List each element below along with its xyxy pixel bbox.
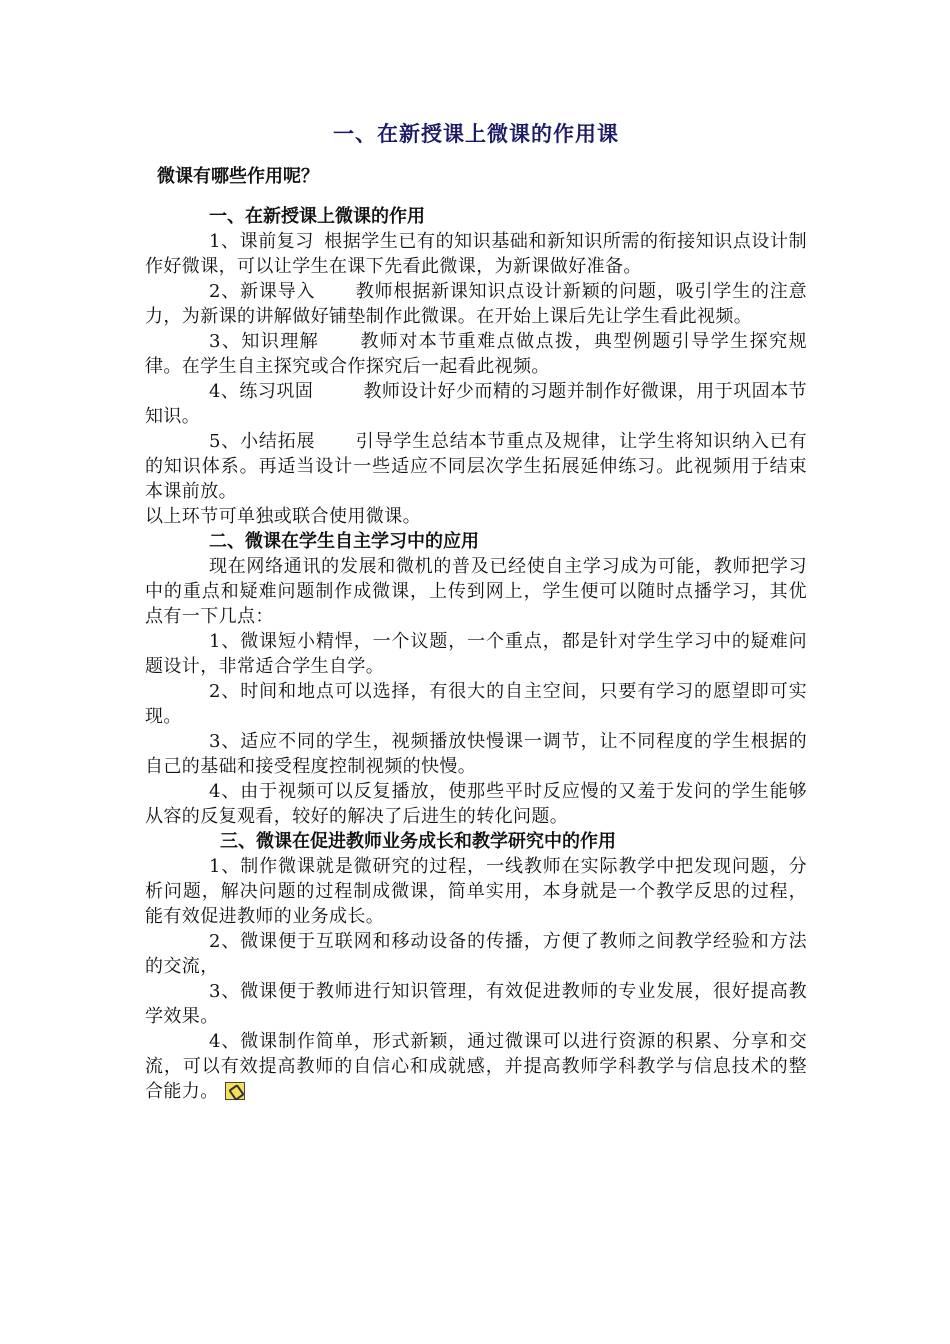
section2-item: 3、适应不同的学生，视频播放快慢课一调节，让不同程度的学生根据的自己的基础和接受程度控制视频的快慢。 <box>145 731 807 777</box>
section2-item: 2、时间和地点可以选择，有很大的自主空间，只要有学习的愿望即可实现。 <box>145 681 807 727</box>
item-text: 教师对本节重难点做点拨，典型例题引导学生探究规律。在学生自主探究或合作探究后一起看此视频。 <box>145 331 807 377</box>
section3-item-last <box>145 1029 807 1104</box>
section2-intro: 现在网络通讯的发展和微机的普及已经使自主学习成为可能，教师把学习中的重点和疑难问题制作成微课，上传到网上，学生便可以随时点播学习，其优点有一下几点： <box>145 556 807 627</box>
section1-heading: 一、在新授课上微课的作用 <box>209 206 425 227</box>
section3-item: 1、制作微课就是微研究的过程，一线教师在实际教学中把发现问题，分析问题，解决问题的过程制成微课，简单实用，本身就是一个教学反思的过程，能有效促进教师的业务成长。 <box>145 856 807 927</box>
item-text: 教师设计好少而精的习题并制作好微课，用于巩固本节知识。 <box>145 381 807 427</box>
section1-item <box>145 429 807 504</box>
question-heading: 微课有哪些作用呢？ <box>157 166 319 187</box>
section3-item: 2、微课便于互联网和移动设备的传播，方便了教师之间教学经验和方法的交流， <box>145 931 807 977</box>
item-text: 教师根据新课知识点设计新颖的问题，吸引学生的注意力，为新课的讲解做好铺垫制作此微课。在开始上课后先让学生看此视频。 <box>145 281 807 327</box>
section3-heading: 三、微课在促进教师业务成长和教学研究中的作用 <box>220 831 616 852</box>
section1-item <box>145 329 807 379</box>
item-text: 根据学生已有的知识基础和新知识所需的衔接知识点设计制作好微课，可以让学生在课下先看此微课，为新课做好准备。 <box>145 231 807 277</box>
item-label: 5、小结拓展 <box>209 431 316 452</box>
embedded-object-icon[interactable] <box>225 1082 245 1100</box>
document-title: 一、在新授课上微课的作用课 <box>333 122 619 146</box>
item-label: 3、知识理解 <box>209 331 320 352</box>
section1-item <box>145 279 807 329</box>
item-label: 4、练习巩固 <box>209 381 314 402</box>
section2-item: 4、由于视频可以反复播放，使那些平时反应慢的又羞于发问的学生能够从容的反复观看，较好的解决了后进生的转化问题。 <box>145 781 807 827</box>
section1-item <box>145 379 807 429</box>
item-label: 1、课前复习 <box>209 231 314 252</box>
section2-item: 1、微课短小精悍，一个议题，一个重点，都是针对学生学习中的疑难问题设计，非常适合学生自学。 <box>145 631 807 677</box>
section1-note: 以上环节可单独或联合使用微课。 <box>145 506 421 527</box>
section2-heading: 二、微课在学生自主学习中的应用 <box>209 531 479 552</box>
section3-item: 3、微课便于教师进行知识管理，有效促进教师的专业发展，很好提高教学效果。 <box>145 981 807 1027</box>
document-page <box>145 118 807 1104</box>
item-text: 引导学生总结本节重点及规律，让学生将知识纳入已有的知识体系。再适当设计一些适应不同层次学生拓展延伸练习。此视频用于结束本课前放。 <box>145 431 807 502</box>
section1-item <box>145 229 807 279</box>
section3-item-text: 4、微课制作简单，形式新颖，通过微课可以进行资源的积累、分享和交流，可以有效提高教师的自信心和成就感，并提高教师学科教学与信息技术的整合能力。 <box>145 1031 807 1102</box>
item-label: 2、新课导入 <box>209 281 316 302</box>
